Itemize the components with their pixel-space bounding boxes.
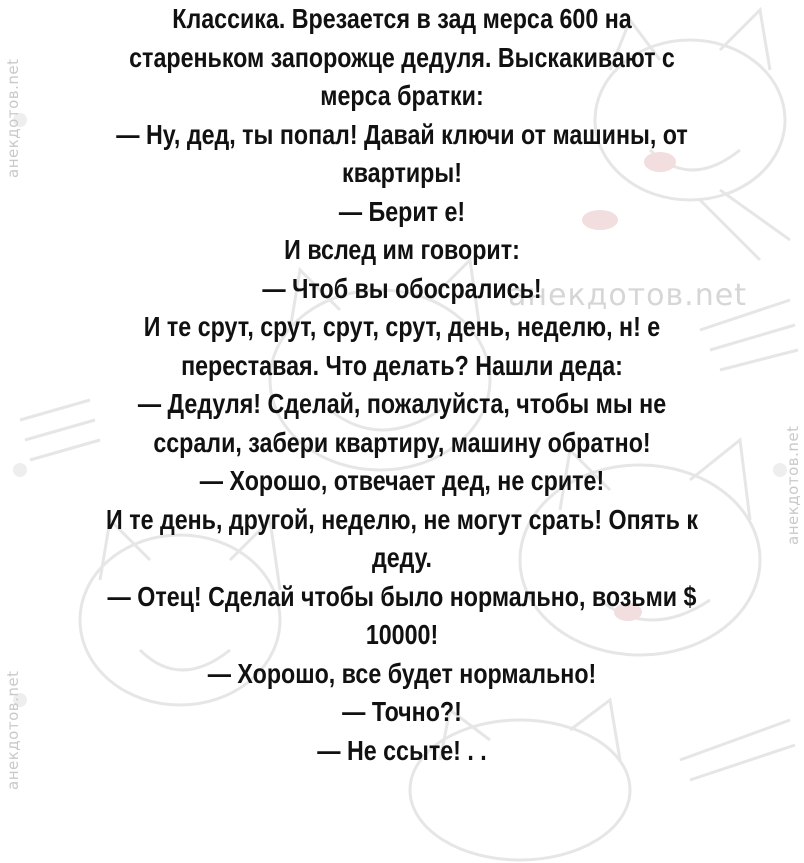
joke-line: — Дедуля! Сделай, пожалуйста, чтобы мы не	[137, 388, 667, 419]
joke-line: — Не ссыте! . .	[317, 734, 487, 766]
joke-line: — Хорошо, все будет нормально!	[207, 657, 597, 689]
joke-line: переставая. Что делать? Нашли деда:	[181, 349, 623, 381]
joke-line: И те срут, срут, срут, срут, день, неделю, н! е	[143, 311, 661, 342]
joke-line: — Чтоб вы обосрались!	[262, 272, 542, 304]
joke-line: 10000!	[365, 619, 439, 650]
watermark-left-bottom: анекдотов.net	[4, 670, 22, 790]
joke-line: — Берит е!	[338, 195, 466, 227]
joke-line: ссрали, забери квартиру, машину обратно!	[153, 426, 651, 458]
joke-line: И те день, другой, неделю, не могут срать! Опять к	[106, 503, 698, 535]
joke-line: — Хорошо, отвечает дед, не срите!	[199, 465, 605, 496]
joke-line: — Ну, дед, ты попал! Давай ключи от машины, от	[116, 118, 688, 150]
joke-line: квартиры!	[342, 157, 462, 188]
watermark-right-middle: анекдотов.net	[784, 425, 802, 545]
joke-line: мерса братки:	[320, 80, 484, 111]
joke-line: стареньком запорожце дедуля. Выскакивают с	[129, 41, 675, 73]
joke-line: деду.	[371, 542, 433, 573]
joke-line: — Отец! Сделай чтобы было нормально, возьми $	[107, 580, 697, 612]
joke-text	[68, 0, 735, 770]
joke-line: — Точно?!	[342, 696, 462, 727]
watermark-left-top: анекдотов.net	[4, 58, 22, 178]
joke-line: Классика. Врезается в зад мерса 600 на	[172, 3, 632, 34]
joke-line: И вслед им говорит:	[284, 234, 520, 265]
watermark-center: анекдотов.net	[508, 278, 747, 313]
